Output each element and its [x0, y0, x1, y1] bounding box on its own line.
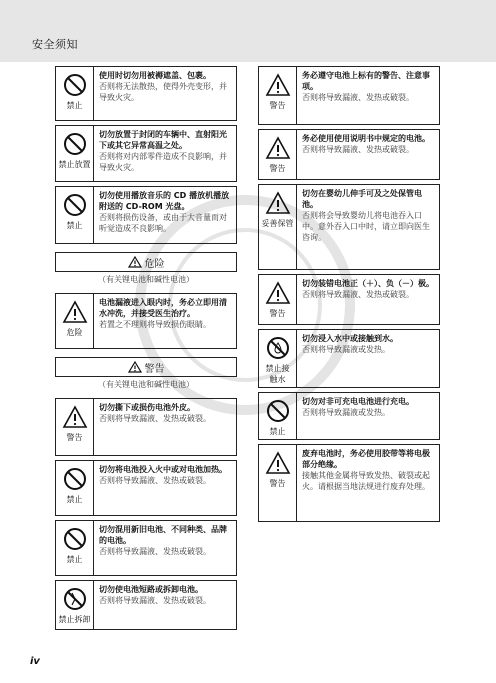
right-column	[258, 66, 440, 526]
warning-icon	[62, 300, 88, 324]
card-body: 若置之不理则将导致损伤眼睛。	[99, 320, 211, 329]
warning-card	[258, 329, 440, 388]
warning-card	[55, 520, 237, 576]
warning-card	[258, 129, 440, 180]
prohibit-icon	[63, 193, 87, 217]
warning-icon	[62, 405, 88, 429]
card-label: 禁止	[66, 221, 83, 230]
caution-card	[55, 66, 237, 121]
card-label: 警告	[269, 309, 286, 318]
warning-card	[55, 580, 237, 630]
prohibit-icon	[266, 399, 290, 423]
danger-title: 危险	[144, 258, 165, 270]
card-label: 禁止放置	[58, 160, 91, 169]
card-label: 禁止拆卸	[58, 615, 91, 624]
card-body: 接触其他金属将导致发热、破裂或起火。请根据当地法规进行废弃处理。	[302, 471, 430, 491]
warning-card	[55, 460, 237, 516]
danger-card	[55, 293, 237, 349]
card-heading: 务必遵守电池上标有的警告、注意事项。	[302, 71, 430, 91]
card-body: 否则将导致漏液或发热。	[302, 408, 390, 417]
card-label: 警告	[66, 433, 83, 442]
caution-card	[55, 125, 237, 182]
card-heading: 切勿装错电池正（＋）、负（－）极。	[302, 279, 434, 288]
warning-icon	[265, 73, 291, 97]
prohibit-icon	[63, 73, 87, 97]
card-heading: 使用时切勿用被褥遮盖、包裹。	[99, 71, 211, 80]
card-label: 禁止	[269, 427, 286, 436]
warning-icon	[265, 451, 291, 475]
card-body: 否则将损伤设备，或由于大音量而对听觉造成不良影响。	[99, 213, 227, 233]
card-heading: 切勿撕下或损伤电池外皮。	[99, 403, 195, 412]
warning-icon	[265, 281, 291, 305]
card-body: 否则将导致漏液、发热或破裂。	[302, 93, 414, 102]
warning-icon	[128, 256, 142, 268]
card-body: 否则将导致漏液、发热或破裂。	[99, 476, 211, 485]
card-heading: 务必使用使用说明书中规定的电池。	[302, 134, 430, 143]
warning-heading	[55, 357, 237, 377]
warning-card	[55, 398, 237, 456]
card-heading: 废弃电池时，务必使用胶带等将电极部分绝缘。	[302, 449, 430, 469]
card-body: 否则将导致漏液或发热。	[302, 345, 390, 354]
prohibit-icon	[63, 527, 87, 551]
warning-card	[258, 392, 440, 440]
card-body: 否则将导致漏液、发热或破裂。	[302, 145, 414, 154]
card-body: 否则将导致漏液、发热或破裂。	[99, 547, 211, 556]
no-water-contact-icon	[266, 336, 290, 360]
card-heading: 切勿放置于封闭的车辆中、直射阳光下或其它异常高温之处。	[99, 130, 227, 150]
caution-card	[55, 186, 237, 244]
card-heading: 切勿浸入水中或接触到水。	[302, 334, 398, 343]
card-body: 否则将导致漏液、发热或破裂。	[99, 414, 211, 423]
page-title: 安全须知	[32, 38, 78, 51]
card-label: 妥善保管	[261, 219, 294, 228]
page-number: iv	[30, 656, 40, 667]
danger-subtitle: （有关锂电池和碱性电池）	[98, 275, 194, 284]
warning-title: 警告	[144, 363, 165, 375]
card-heading: 切勿使电池短路或拆卸电池。	[99, 585, 203, 594]
warning-subtitle: （有关锂电池和碱性电池）	[98, 380, 194, 389]
card-body: 否则将对内部零件造成不良影响，并导致火灾。	[99, 152, 227, 172]
warning-card	[258, 274, 440, 325]
card-body: 否则将无法散热，使得外壳变形，并导致火灾。	[99, 82, 227, 102]
card-label: 禁止	[66, 495, 83, 504]
card-label: 禁止	[66, 101, 83, 110]
prohibit-icon	[63, 467, 87, 491]
warning-icon	[265, 191, 291, 215]
card-body: 否则将会导致婴幼儿将电池吞入口中。意外吞入口中时，请立即向医生咨询。	[302, 211, 430, 242]
warning-icon	[265, 136, 291, 160]
card-label: 警告	[269, 479, 286, 488]
warning-card	[258, 444, 440, 522]
card-label: 禁止	[66, 555, 83, 564]
header-band	[0, 0, 496, 62]
card-label: 禁止接触水	[265, 364, 290, 384]
card-label: 警告	[269, 164, 286, 173]
card-body: 否则将导致漏液、发热或破裂。	[99, 596, 211, 605]
card-heading: 切勿将电池投入火中或对电池加热。	[99, 465, 227, 474]
warning-icon	[128, 361, 142, 373]
card-label: 危险	[66, 328, 83, 337]
card-heading: 电池漏液进入眼内时，务必立即用清水冲洗，并接受医生治疗。	[99, 298, 227, 318]
no-disassembly-icon	[63, 587, 87, 611]
prohibit-icon	[63, 132, 87, 156]
left-column	[55, 66, 237, 634]
warning-card	[258, 184, 440, 270]
danger-heading	[55, 252, 237, 272]
card-heading: 切勿对非可充电电池进行充电。	[302, 397, 414, 406]
card-heading: 切勿使用播放音乐的 CD 播放机播放附送的 CD-ROM 光盘。	[99, 191, 230, 211]
card-body: 否则将导致漏液、发热或破裂。	[302, 290, 414, 299]
card-label: 警告	[269, 101, 286, 110]
card-heading: 切勿混用新旧电池、不同种类、品牌的电池。	[99, 525, 227, 545]
warning-card	[258, 66, 440, 125]
card-heading: 切勿在婴幼儿伸手可及之处保管电池。	[302, 189, 422, 209]
